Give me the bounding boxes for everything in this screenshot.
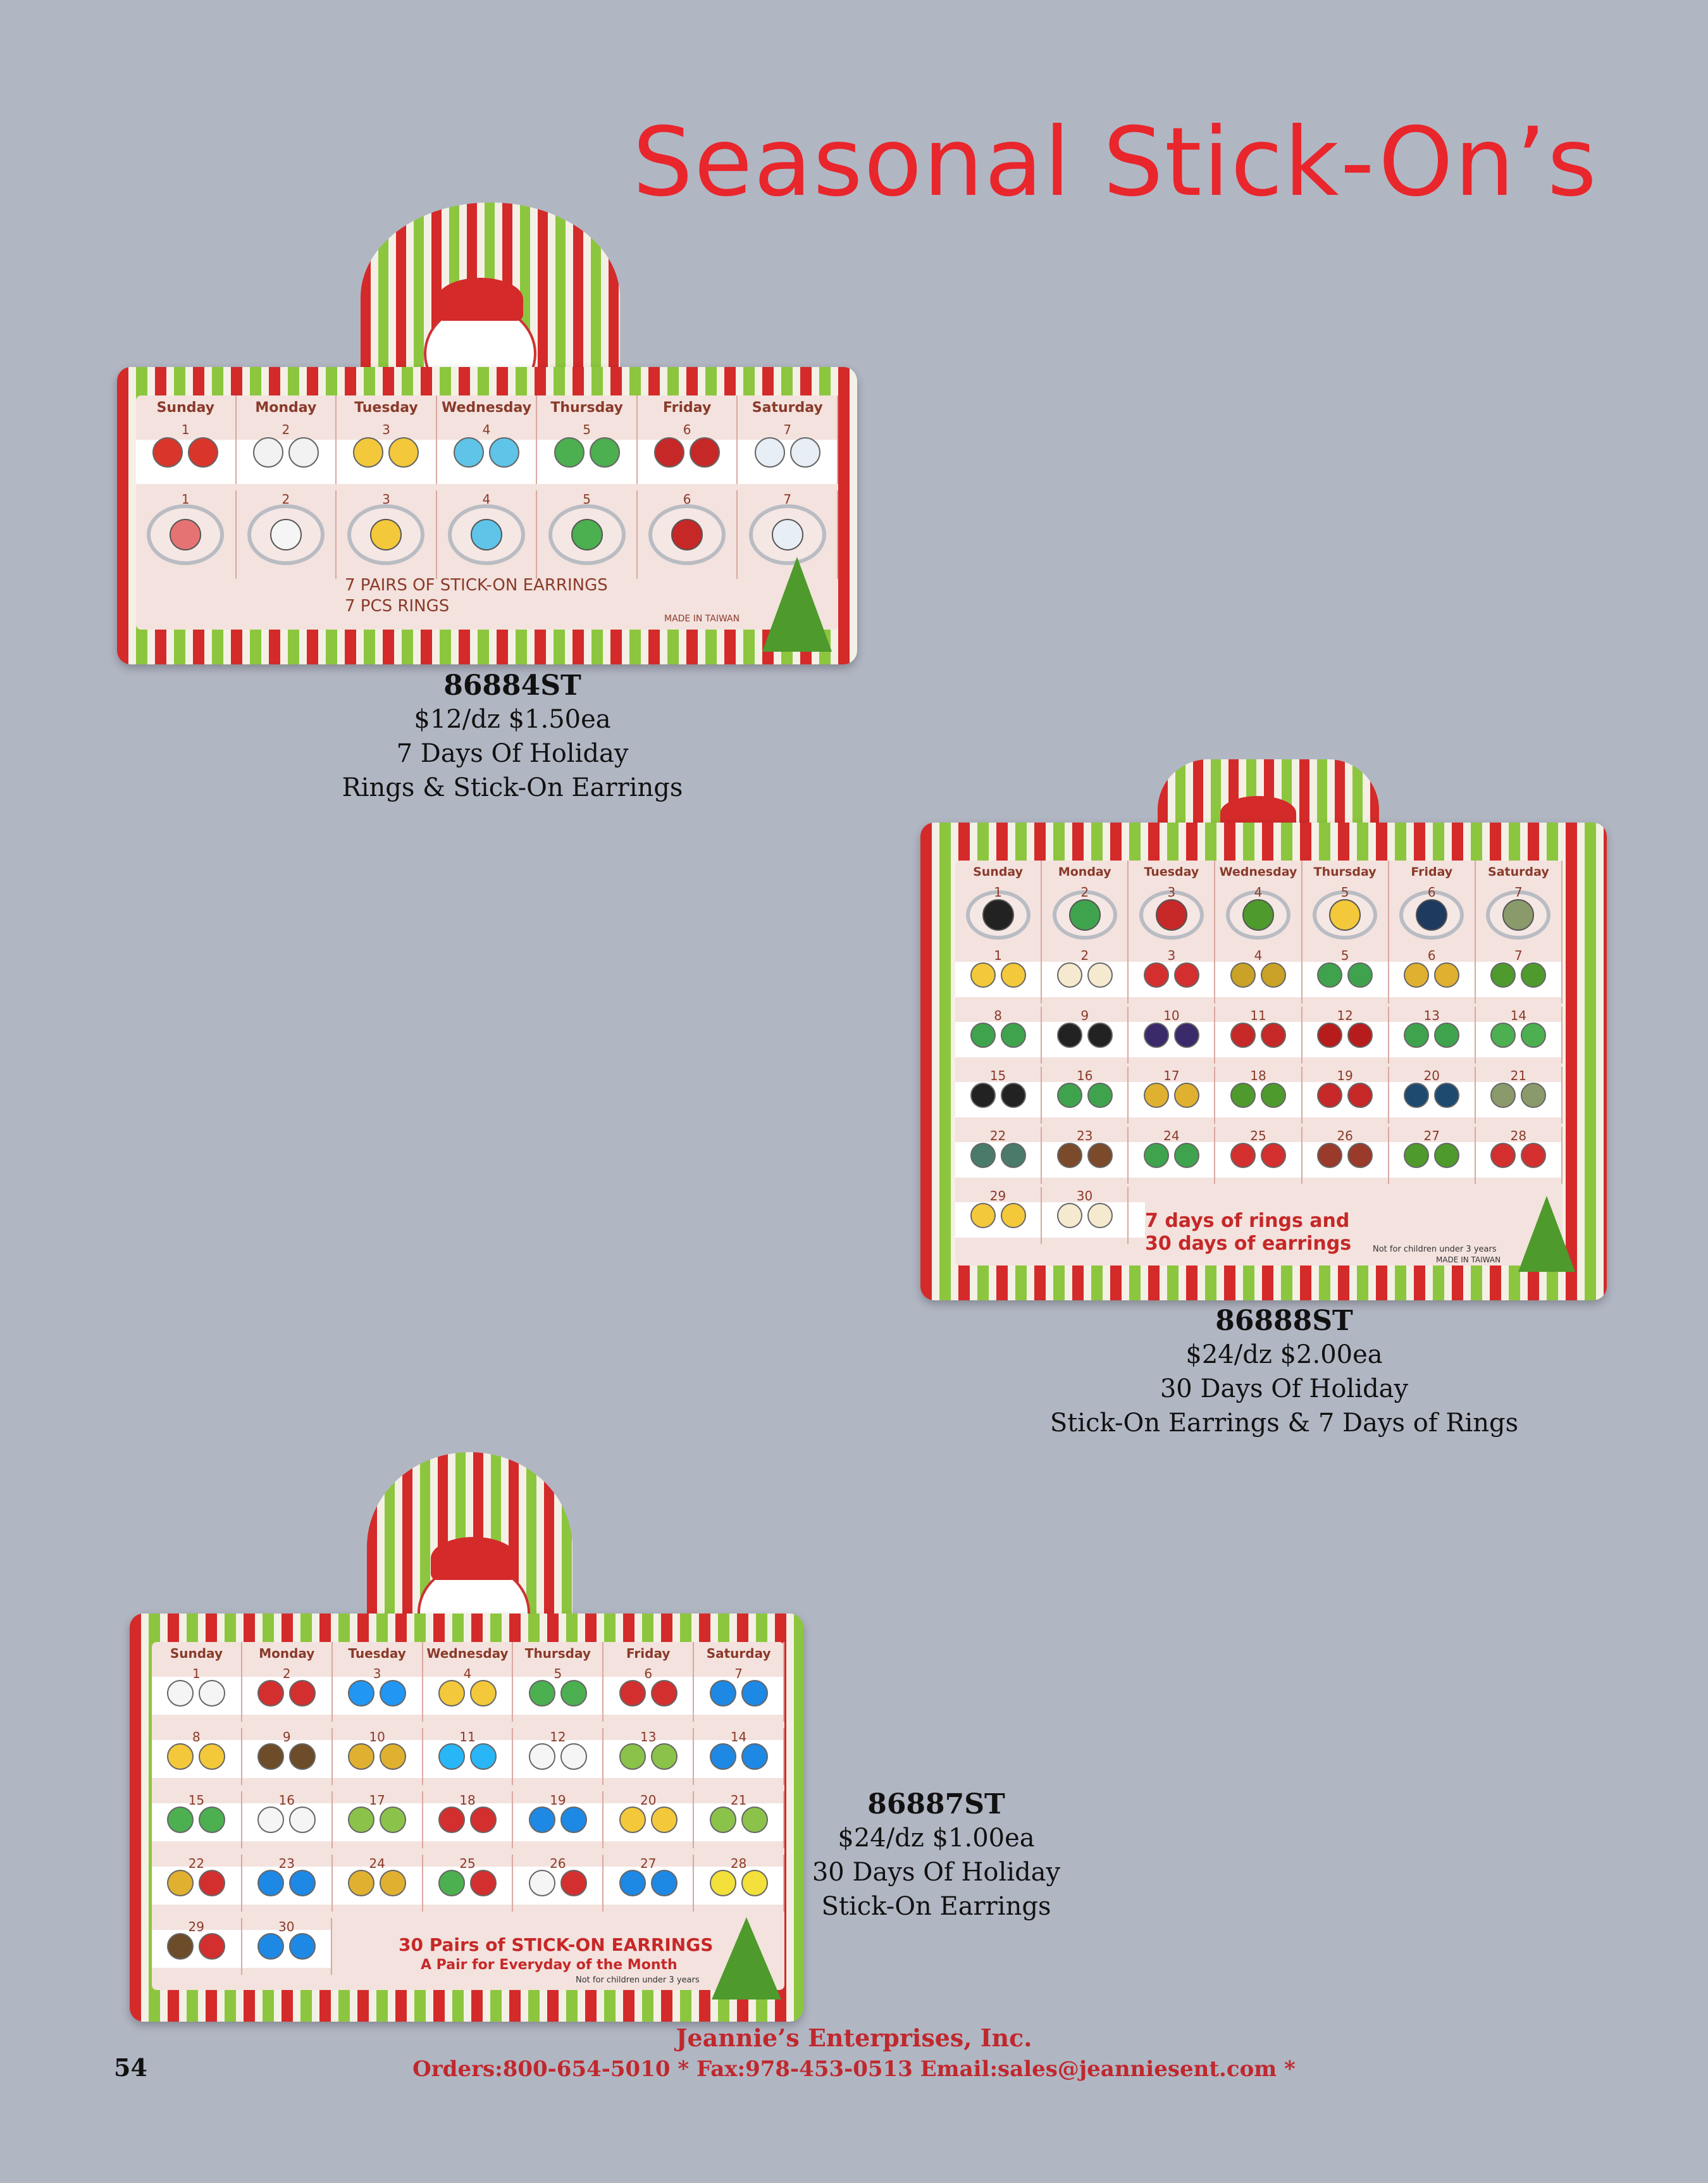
- description-line: 7 Days Of Holiday: [396, 739, 629, 768]
- day-cell: 1: [136, 490, 237, 579]
- day-cell: 19: [513, 1791, 603, 1848]
- page-title: Seasonal Stick-On’s: [633, 108, 1598, 218]
- day-label: Monday: [237, 395, 337, 421]
- christmas-tree-icon: [762, 557, 832, 652]
- earring-row: [955, 1067, 1563, 1124]
- earring-icon: [790, 437, 820, 468]
- day-cell: 29: [152, 1918, 242, 1975]
- card-panel: [955, 861, 1563, 1266]
- card-promo-text: 30 days of earrings: [1145, 1233, 1352, 1255]
- day-cell: 5: [513, 1665, 603, 1722]
- day-cell: 9: [242, 1728, 333, 1785]
- day-label: Sunday: [136, 395, 237, 421]
- earring-icon: [353, 437, 383, 468]
- day-cell: 4: [437, 490, 538, 579]
- day-label: Saturday: [738, 395, 838, 421]
- product-caption: [266, 669, 759, 805]
- day-label: Tuesday: [1129, 861, 1215, 883]
- day-label: Sunday: [955, 861, 1042, 883]
- day-cell: 6: [1389, 883, 1476, 947]
- card-panel: [152, 1642, 784, 1990]
- day-cell: 1: [955, 883, 1042, 947]
- day-label: Friday: [603, 1642, 694, 1665]
- day-label: Thursday: [513, 1642, 603, 1665]
- christmas-tree-icon: [712, 1917, 781, 2000]
- sku-label: 86884ST: [443, 669, 581, 702]
- day-cell: 3: [1129, 947, 1215, 1004]
- ring-row: [136, 490, 838, 579]
- day-cell: 29: [955, 1187, 1042, 1244]
- earring-icon: [253, 437, 283, 468]
- ring-icon: [147, 504, 224, 565]
- day-cell: 4: [437, 421, 538, 484]
- day-cell: 2: [1042, 883, 1129, 947]
- day-cell: 6: [603, 1665, 694, 1722]
- day-cell: 5: [1303, 947, 1389, 1004]
- earring-row: [152, 1918, 332, 1975]
- day-cell: 16: [1042, 1067, 1129, 1124]
- day-label: Monday: [1042, 861, 1129, 883]
- earring-row: [136, 421, 838, 484]
- ring-icon: [548, 504, 626, 565]
- day-cell: 22: [152, 1855, 242, 1912]
- day-cell: 12: [1303, 1007, 1389, 1064]
- day-cell: 3: [333, 1665, 423, 1722]
- day-cell: 5: [1303, 883, 1389, 947]
- day-cell: 3: [1129, 883, 1215, 947]
- description-line: 30 Days Of Holiday: [1160, 1374, 1409, 1403]
- day-label: Wednesday: [423, 1642, 514, 1665]
- day-cell: 6: [638, 421, 738, 484]
- earring-row: [955, 1127, 1563, 1184]
- made-in-label: MADE IN TAIWAN: [664, 614, 740, 624]
- day-cell: 4: [423, 1665, 514, 1722]
- earring-row: [955, 947, 1563, 1004]
- day-cell: 1: [152, 1665, 242, 1722]
- day-label: Saturday: [694, 1642, 784, 1665]
- day-cell: 15: [955, 1067, 1042, 1124]
- weekday-header: [955, 861, 1563, 883]
- warning-label: Not for children under 3 years: [1373, 1245, 1497, 1254]
- sku-label: 86888ST: [1215, 1305, 1353, 1337]
- day-cell: 26: [513, 1855, 603, 1912]
- day-cell: 24: [1129, 1127, 1215, 1184]
- earring-row: [152, 1791, 784, 1848]
- earring-icon: [388, 437, 419, 468]
- day-cell: 7: [1476, 947, 1563, 1004]
- christmas-tree-icon: [1518, 1196, 1575, 1272]
- product-card-86888ST: [920, 823, 1607, 1300]
- price-label: $24/dz $2.00ea: [1185, 1340, 1383, 1369]
- card-promo-text: 30 Pairs of STICK-ON EARRINGS: [399, 1934, 714, 1955]
- earring-icon: [152, 437, 183, 468]
- weekday-header: [136, 395, 838, 421]
- day-label: Thursday: [537, 395, 638, 421]
- earring-icon: [554, 437, 585, 468]
- day-cell: 6: [1389, 947, 1476, 1004]
- earring-row: [152, 1728, 784, 1785]
- day-cell: 5: [537, 421, 638, 484]
- day-cell: 30: [1042, 1187, 1129, 1244]
- day-cell: 7: [1476, 883, 1563, 947]
- card-promo-text: A Pair for Everyday of the Month: [421, 1957, 678, 1973]
- day-cell: 7: [694, 1665, 784, 1722]
- day-cell: 7: [738, 490, 838, 579]
- day-cell: 21: [694, 1791, 784, 1848]
- day-cell: 27: [1389, 1127, 1476, 1184]
- day-cell: 23: [1042, 1127, 1129, 1184]
- day-cell: 12: [513, 1728, 603, 1785]
- description-line: 30 Days Of Holiday: [812, 1858, 1061, 1887]
- day-cell: 4: [1215, 883, 1302, 947]
- day-cell: 10: [333, 1728, 423, 1785]
- day-cell: 26: [1303, 1127, 1389, 1184]
- card-promo-text: 7 days of rings and: [1145, 1210, 1350, 1232]
- description-line: Stick-On Earrings: [821, 1892, 1051, 1921]
- day-cell: 28: [694, 1855, 784, 1912]
- day-label: Monday: [242, 1642, 333, 1665]
- earring-row: [955, 1187, 1129, 1244]
- day-cell: 5: [537, 490, 638, 579]
- day-label: Friday: [1389, 861, 1476, 883]
- day-cell: 21: [1476, 1067, 1563, 1124]
- day-cell: 6: [638, 490, 738, 579]
- product-caption: [791, 1788, 1082, 1924]
- ring-icon: [247, 504, 325, 565]
- day-cell: 8: [955, 1007, 1042, 1064]
- day-cell: 4: [1215, 947, 1302, 1004]
- day-label: Wednesday: [437, 395, 538, 421]
- earring-icon: [590, 437, 620, 468]
- sku-label: 86887ST: [867, 1788, 1005, 1820]
- day-cell: 3: [337, 490, 437, 579]
- earring-icon: [654, 437, 684, 468]
- day-cell: 24: [333, 1855, 423, 1912]
- ring-row: [955, 883, 1563, 947]
- description-line: Stick-On Earrings & 7 Days of Rings: [1049, 1409, 1519, 1438]
- ring-icon: [648, 504, 726, 565]
- day-label: Thursday: [1303, 861, 1389, 883]
- made-in-label: MADE IN TAIWAN: [1436, 1255, 1501, 1264]
- page-number: 54: [114, 2053, 147, 2082]
- day-cell: 17: [1129, 1067, 1215, 1124]
- product-card-86884ST: [117, 367, 857, 664]
- price-label: $12/dz $1.50ea: [414, 705, 611, 734]
- day-cell: 7: [738, 421, 838, 484]
- day-cell: 2: [242, 1665, 333, 1722]
- price-label: $24/dz $1.00ea: [838, 1824, 1035, 1853]
- day-cell: 17: [333, 1791, 423, 1848]
- day-label: Wednesday: [1215, 861, 1302, 883]
- day-cell: 3: [337, 421, 437, 484]
- day-cell: 20: [1389, 1067, 1476, 1124]
- day-cell: 18: [423, 1791, 514, 1848]
- day-cell: 14: [1476, 1007, 1563, 1064]
- day-label: Saturday: [1476, 861, 1563, 883]
- day-label: Tuesday: [337, 395, 437, 421]
- day-cell: 25: [1215, 1127, 1302, 1184]
- day-cell: 9: [1042, 1007, 1129, 1064]
- day-cell: 30: [242, 1918, 333, 1975]
- product-card-86887ST: [130, 1614, 803, 2022]
- earring-icon: [755, 437, 785, 468]
- day-cell: 14: [694, 1728, 784, 1785]
- day-cell: 16: [242, 1791, 333, 1848]
- day-cell: 11: [423, 1728, 514, 1785]
- day-label: Sunday: [152, 1642, 242, 1665]
- day-cell: 1: [136, 421, 237, 484]
- day-cell: 13: [1389, 1007, 1476, 1064]
- ring-icon: [448, 504, 525, 565]
- day-cell: 23: [242, 1855, 333, 1912]
- earring-icon: [288, 437, 319, 468]
- earring-row: [955, 1007, 1563, 1064]
- day-label: Tuesday: [333, 1642, 423, 1665]
- card-panel: [136, 395, 838, 630]
- earring-icon: [489, 437, 519, 468]
- day-cell: 15: [152, 1791, 242, 1848]
- day-label: Friday: [638, 395, 738, 421]
- warning-label: Not for children under 3 years: [576, 1975, 700, 1985]
- day-cell: 13: [603, 1728, 694, 1785]
- company-name: Jeannie’s Enterprises, Inc.: [676, 2024, 1032, 2052]
- card-contents-text: 7 PAIRS OF STICK-ON EARRINGS: [345, 576, 608, 595]
- description-line: Rings & Stick-On Earrings: [342, 773, 683, 802]
- day-cell: 22: [955, 1127, 1042, 1184]
- earring-row: [152, 1855, 784, 1912]
- earring-icon: [690, 437, 720, 468]
- day-cell: 19: [1303, 1067, 1389, 1124]
- day-cell: 10: [1129, 1007, 1215, 1064]
- day-cell: 2: [237, 490, 337, 579]
- earring-row: [152, 1665, 784, 1722]
- ring-icon: [749, 504, 826, 565]
- weekday-header: [152, 1642, 784, 1665]
- day-cell: 1: [955, 947, 1042, 1004]
- earring-icon: [454, 437, 484, 468]
- day-cell: 2: [237, 421, 337, 484]
- day-cell: 25: [423, 1855, 514, 1912]
- product-caption: [949, 1305, 1619, 1440]
- day-cell: 18: [1215, 1067, 1302, 1124]
- day-cell: 27: [603, 1855, 694, 1912]
- day-cell: 8: [152, 1728, 242, 1785]
- day-cell: 28: [1476, 1127, 1563, 1184]
- card-contents-text: 7 PCS RINGS: [345, 597, 450, 616]
- day-cell: 20: [603, 1791, 694, 1848]
- contact-info: Orders:800-654-5010 * Fax:978-453-0513 Email:sales@jeanniesent.com *: [412, 2056, 1296, 2082]
- ring-icon: [347, 504, 424, 565]
- day-cell: 2: [1042, 947, 1129, 1004]
- day-cell: 11: [1215, 1007, 1302, 1064]
- earring-icon: [188, 437, 218, 468]
